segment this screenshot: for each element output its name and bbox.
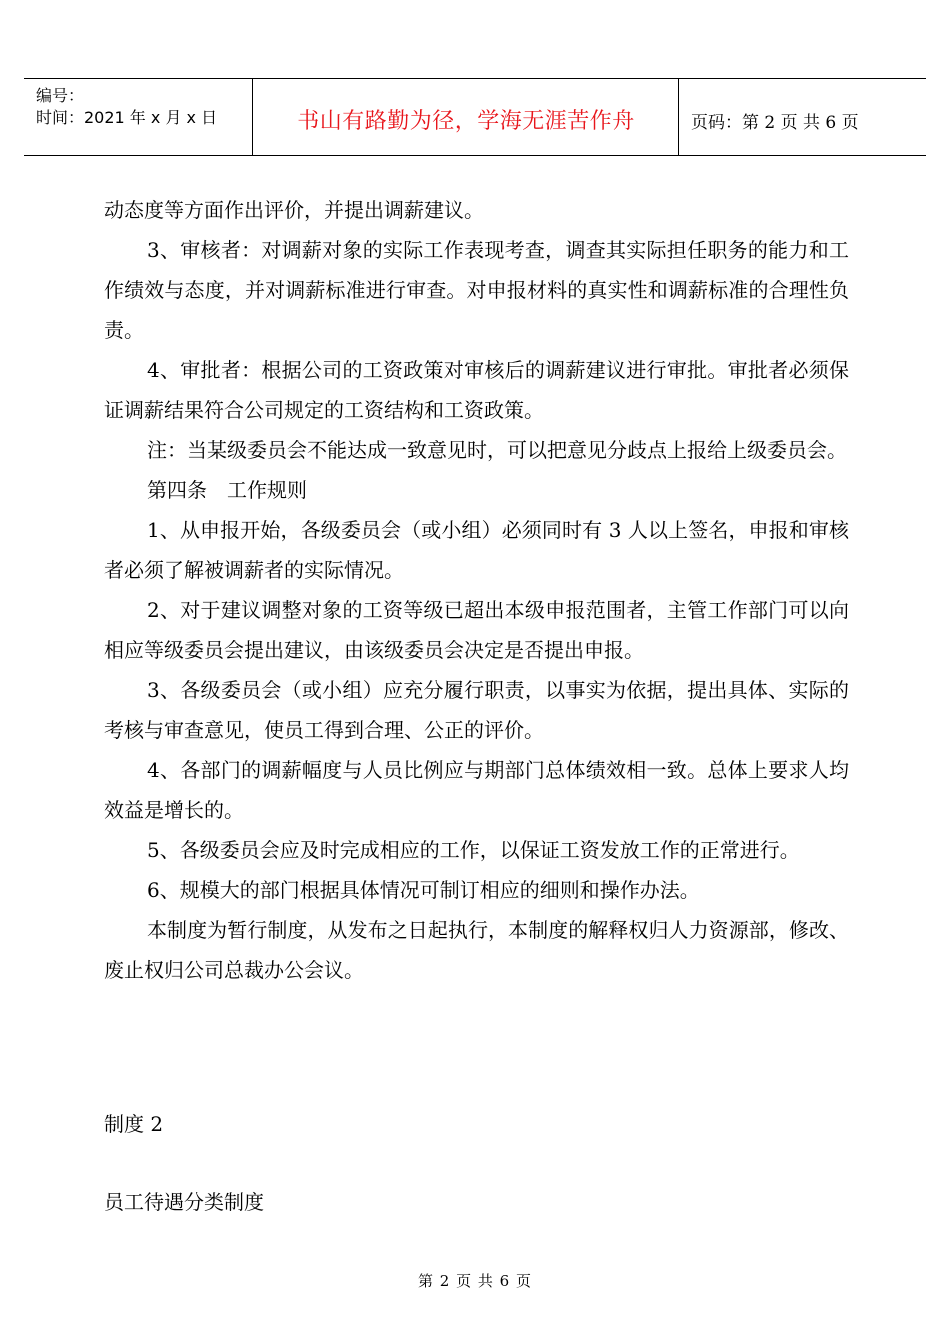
paragraph-rule-3: 3、各级委员会（或小组）应充分履行职责，以事实为依据，提出具体、实际的考核与审查意见，使员工得到合理、公正的评价。 xyxy=(104,678,849,742)
paragraph-reviewer: 3、审核者：对调薪对象的实际工作表现考查，调查其实际担任职务的能力和工作绩效与态度，并对调薪标准进行审查。对申报材料的真实性和调薪标准的合理性负责。 xyxy=(104,238,849,342)
paragraph-rule-6: 6、规模大的部门根据具体情况可制订相应的细则和操作办法。 xyxy=(147,878,700,902)
paragraph-approver: 4、审批者：根据公司的工资政策对审核后的调薪建议进行审批。审批者必须保证调薪结果符合公司规定的工资结构和工资政策。 xyxy=(104,358,849,422)
paragraph-note: 注：当某级委员会不能达成一致意见时，可以把意见分歧点上报给上级委员会。 xyxy=(147,438,847,462)
document-body xyxy=(104,190,849,990)
paragraph-rule-1: 1、从申报开始，各级委员会（或小组）必须同时有 3 人以上签名，申报和审核者必须了解被调薪者的实际情况。 xyxy=(104,518,849,582)
header-motto-cell xyxy=(253,79,679,155)
paragraph-continuation: 动态度等方面作出评价，并提出调薪建议。 xyxy=(104,198,484,222)
paragraph-rule-5: 5、各级委员会应及时完成相应的工作，以保证工资发放工作的正常进行。 xyxy=(147,838,800,862)
page-header xyxy=(24,78,926,156)
header-info-cell xyxy=(24,79,253,155)
page-footer: 第 2 页 共 6 页 xyxy=(418,1272,532,1290)
document-time-label: 时间：2021 年 x 月 x 日 xyxy=(36,108,218,127)
system-title: 员工待遇分类制度 xyxy=(104,1190,264,1214)
document-number-label: 编号： xyxy=(36,86,85,105)
header-motto: 书山有路勤为径，学海无涯苦作舟 xyxy=(297,109,635,134)
header-page-number: 页码：第 2 页 共 6 页 xyxy=(691,113,859,133)
paragraph-rule-4: 4、各部门的调薪幅度与人员比例应与期部门总体绩效相一致。总体上要求人均效益是增长的。 xyxy=(104,758,849,822)
paragraph-effective: 本制度为暂行制度，从发布之日起执行，本制度的解释权归人力资源部，修改、废止权归公司总裁办公会议。 xyxy=(104,918,849,982)
system-label: 制度 2 xyxy=(104,1112,164,1136)
paragraph-rule-2: 2、对于建议调整对象的工资等级已超出本级申报范围者，主管工作部门可以向相应等级委员会提出建议，由该级委员会决定是否提出申报。 xyxy=(104,598,849,662)
header-page-cell xyxy=(679,79,926,155)
article-heading: 第四条 工作规则 xyxy=(147,478,307,502)
